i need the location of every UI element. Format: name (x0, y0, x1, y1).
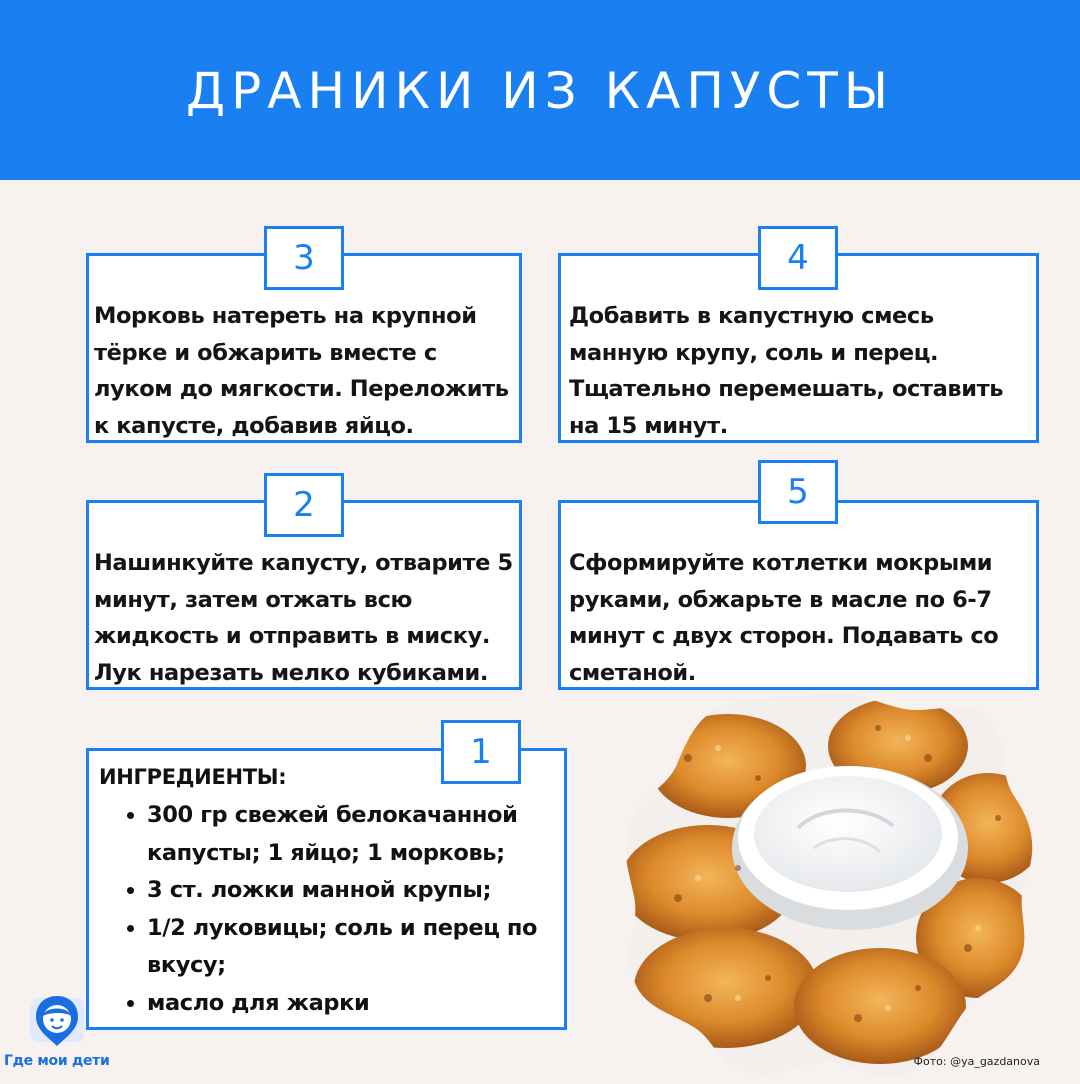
step-text-5: Сформируйте котлетки мокрыми руками, обжарьте в масле по 6-7 минут с двух сторон. Подавать со сметаной. (569, 550, 999, 686)
step-number-1: 1 (441, 720, 521, 784)
food-photo (618, 688, 1038, 1080)
page-title: ДРАНИКИ ИЗ КАПУСТЫ (186, 62, 894, 120)
step-text-4: Добавить в капустную смесь манную крупу, соль и перец. Тщательно перемешать, оставить на 15 минут. (569, 303, 1004, 439)
step-text-2: Нашинкуйте капусту, отварите 5 минут, затем отжать всю жидкость и отправить в миску. Лук нарезать мелко кубиками. (94, 550, 513, 686)
step-number-5: 5 (758, 460, 838, 524)
draniki-photo-illustration (618, 688, 1038, 1080)
step-text-3: Морковь натереть на крупной тёрке и обжарить вместе с луком до мягкости. Переложить к капусте, добавив яйцо. (94, 303, 509, 439)
face-pin-icon (28, 992, 86, 1050)
ingredients-list (119, 797, 558, 1022)
brand-logo (28, 992, 86, 1050)
ingredients-heading: ИНГРЕДИЕНТЫ: (99, 765, 287, 789)
header-banner (0, 0, 1080, 180)
ingredient-item: • 1/2 луковицы; соль и перец по вкусу; (147, 910, 558, 985)
ingredient-item: • 3 ст. ложки манной крупы; (147, 872, 558, 910)
ingredient-item: • 300 гр свежей белокачанной капусты; 1 яйцо; 1 морковь; (147, 797, 558, 872)
step-number-4: 4 (758, 226, 838, 290)
photo-credit: Фото: @ya_gazdanova (913, 1055, 1040, 1068)
step-card-5 (558, 500, 1039, 690)
ingredient-item: • масло для жарки (147, 985, 558, 1023)
step-number-3: 3 (264, 226, 344, 290)
ingredients-card (86, 748, 567, 1030)
step-number-2: 2 (264, 473, 344, 537)
brand-name: Где мои дети (4, 1053, 110, 1069)
